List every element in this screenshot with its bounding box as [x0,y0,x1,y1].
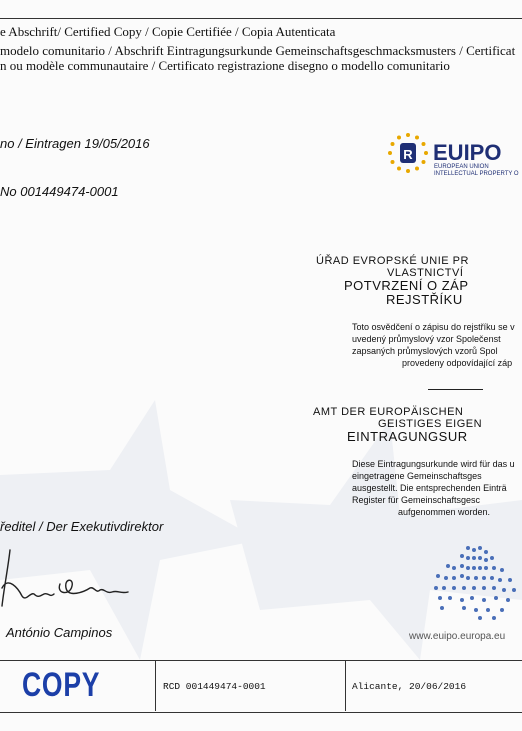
signatory-name: António Campinos [6,625,113,640]
brand-sub-1: EUROPEAN UNION [434,164,489,170]
europe-map-graphic [428,540,522,624]
header-line-1: e Abschrift/ Certified Copy / Copie Certifiée / Copia Autenticata [0,24,336,39]
german-para-1: Diese Eintragungsurkunde wird für das u [352,459,515,469]
handwritten-signature [0,548,140,618]
czech-para-3: zapsaných průmyslových vzorů Spol [352,346,498,356]
czech-para-1: Toto osvědčení o zápisu do rejstříku se v [352,322,515,332]
copy-stamp: COPY [22,666,101,704]
german-paragraph [352,458,522,518]
czech-title-line-2: REJSTŘÍKU [386,292,463,307]
header-line-2: modelo comunitario / Abschrift Eintragungsurkunde Gemeinschaftsgeschmacksmusters / Certificat [0,43,516,58]
header-line-3: n ou modèle communautaire / Certificato registrazione disegno o modello comunitario [0,58,450,73]
registration-number: No 001449474-0001 [0,184,119,199]
german-para-3: ausgestellt. Die entsprechenden Einträ [352,483,507,493]
german-para-5: aufgenommen worden. [398,507,491,517]
footer-divider-2 [345,660,346,711]
footer-place-date: Alicante, 20/06/2016 [352,681,467,692]
website-url: www.euipo.europa.eu [409,631,506,642]
czech-title-line-1: POTVRZENÍ O ZÁP [344,278,469,293]
euipo-logo [383,128,522,180]
brand-eu: EU [433,140,464,165]
czech-paragraph [352,321,522,369]
section-divider [428,389,483,390]
german-office-line-1: AMT DER EUROPÄISCHEN [313,406,464,418]
czech-para-4: provedeny odpovídající záp [402,358,513,368]
brand-ipo: IPO [463,140,502,165]
czech-para-2: uvedený průmyslový vzor Společenst [352,334,501,344]
brand-subtitle [434,164,519,178]
german-title-line-1: EINTRAGUNGSUR [347,429,468,444]
eu-stars-icon [385,131,431,177]
german-para-2: eingetragene Gemeinschaftsges [352,471,482,481]
brand-wordmark [433,140,501,166]
brand-sub-2: INTELLECTUAL PROPERTY O [434,171,519,177]
footer-rcd-number: RCD 001449474-0001 [163,681,266,692]
registration-date: no / Eintragen 19/05/2016 [0,136,150,151]
svg-text:R: R [403,147,413,162]
czech-office-line-2: VLASTNICTVÍ [387,267,464,279]
footer-divider-1 [155,660,156,711]
header-rule [0,18,522,19]
czech-office-line-1: ÚŘAD EVROPSKÉ UNIE PR [316,255,469,267]
signatory-role: ředitel / Der Exekutivdirektor [0,519,164,534]
german-para-4: Register für Gemeinschaftsgesc [352,495,481,505]
german-office-line-2: GEISTIGES EIGEN [378,418,483,430]
